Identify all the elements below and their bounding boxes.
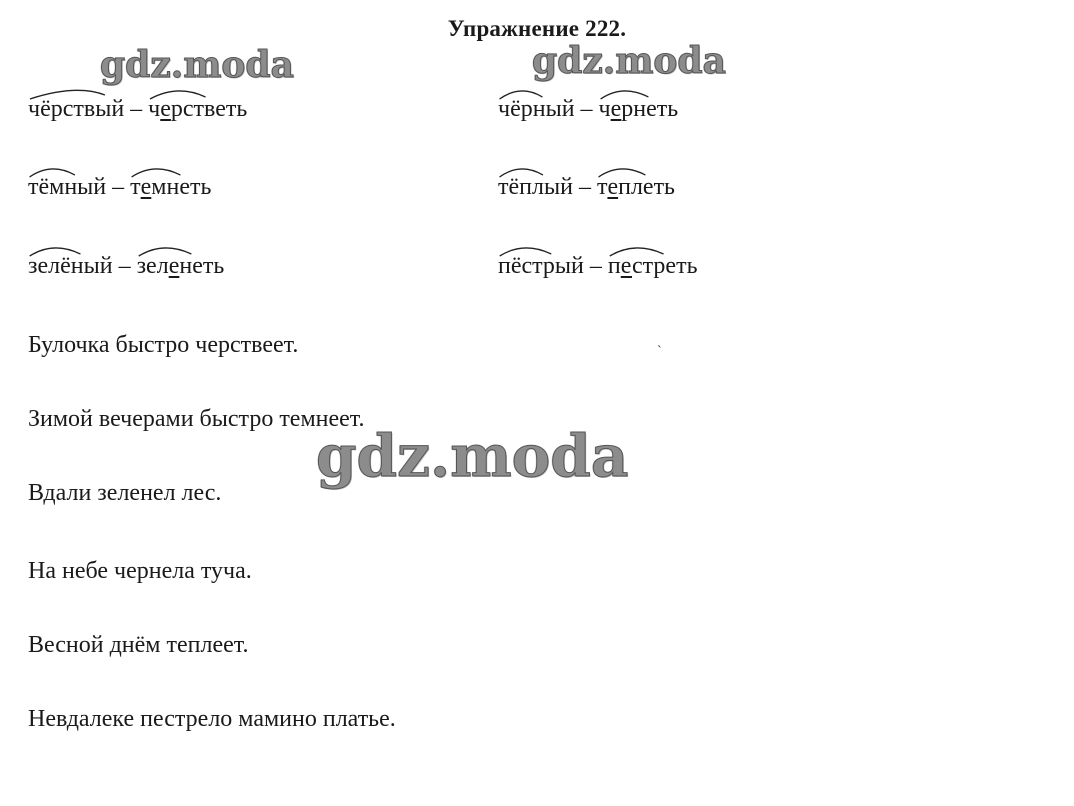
derived-word: пестреть <box>608 253 698 280</box>
word-pair-left-1: чёрствый – черстветь <box>28 96 247 123</box>
watermark-logo: gdz.moda <box>532 40 726 82</box>
stray-mark: ˋ <box>657 344 662 359</box>
base-word: тёмный <box>28 174 106 201</box>
sentence-5: Весной днём теплеет. <box>28 632 249 658</box>
word-pair-right-3: пёстрый – пестреть <box>498 253 698 280</box>
derived-word: темнеть <box>130 174 211 201</box>
watermark-logo: gdz.moda <box>316 422 629 490</box>
base-word: чёрный <box>498 96 575 123</box>
word-pair-right-2: тёплый – теплеть <box>498 174 675 201</box>
base-word: зелёный <box>28 253 113 280</box>
base-word: пёстрый <box>498 253 584 280</box>
word-pair-left-3: зелёный – зеленеть <box>28 253 224 280</box>
exercise-title: Упражнение 222. <box>447 16 627 41</box>
base-word: чёрствый <box>28 96 124 123</box>
sentence-1: Булочка быстро черствеет. <box>28 332 299 358</box>
sentence-2: Зимой вечерами быстро темнеет. <box>28 406 365 432</box>
word-pair-left-2: тёмный – темнеть <box>28 174 211 201</box>
base-word: тёплый <box>498 174 573 201</box>
watermark-logo: gdz.moda <box>100 44 294 86</box>
word-pair-right-1: чёрный – чернеть <box>498 96 678 123</box>
sentence-3: Вдали зеленел лес. <box>28 480 222 506</box>
derived-word: зеленеть <box>137 253 225 280</box>
sentence-6: Невдалеке пестрело мамино платье. <box>28 706 396 732</box>
sentence-4: На небе чернела туча. <box>28 558 252 584</box>
derived-word: черстветь <box>148 96 247 123</box>
derived-word: теплеть <box>597 174 675 201</box>
derived-word: чернеть <box>599 96 679 123</box>
